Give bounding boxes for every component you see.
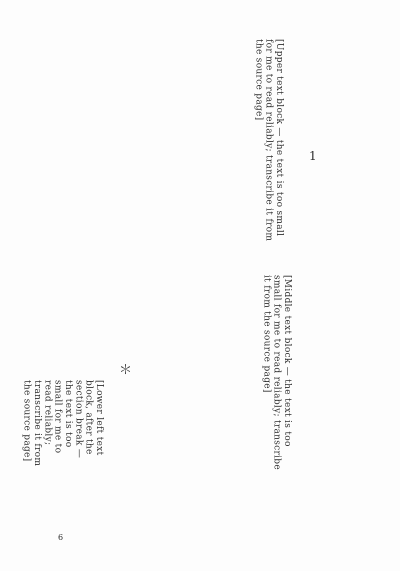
final-text-block: [Lower left text block, after the section break — the text is too small for me to read reliably; transcribe it from the source page] — [21, 380, 104, 470]
section-break-asterisk: ＊ — [119, 363, 133, 378]
lower-text-block: [Middle text block — the text is too small for me to read reliably; transcribe it from the source page] — [261, 275, 292, 474]
section-heading-number: 1 — [309, 149, 317, 163]
upper-text-block: [Upper text block — the text is too small for me to read reliably; transcribe it from the source page] — [253, 39, 284, 245]
page-number: 6 — [58, 533, 64, 542]
